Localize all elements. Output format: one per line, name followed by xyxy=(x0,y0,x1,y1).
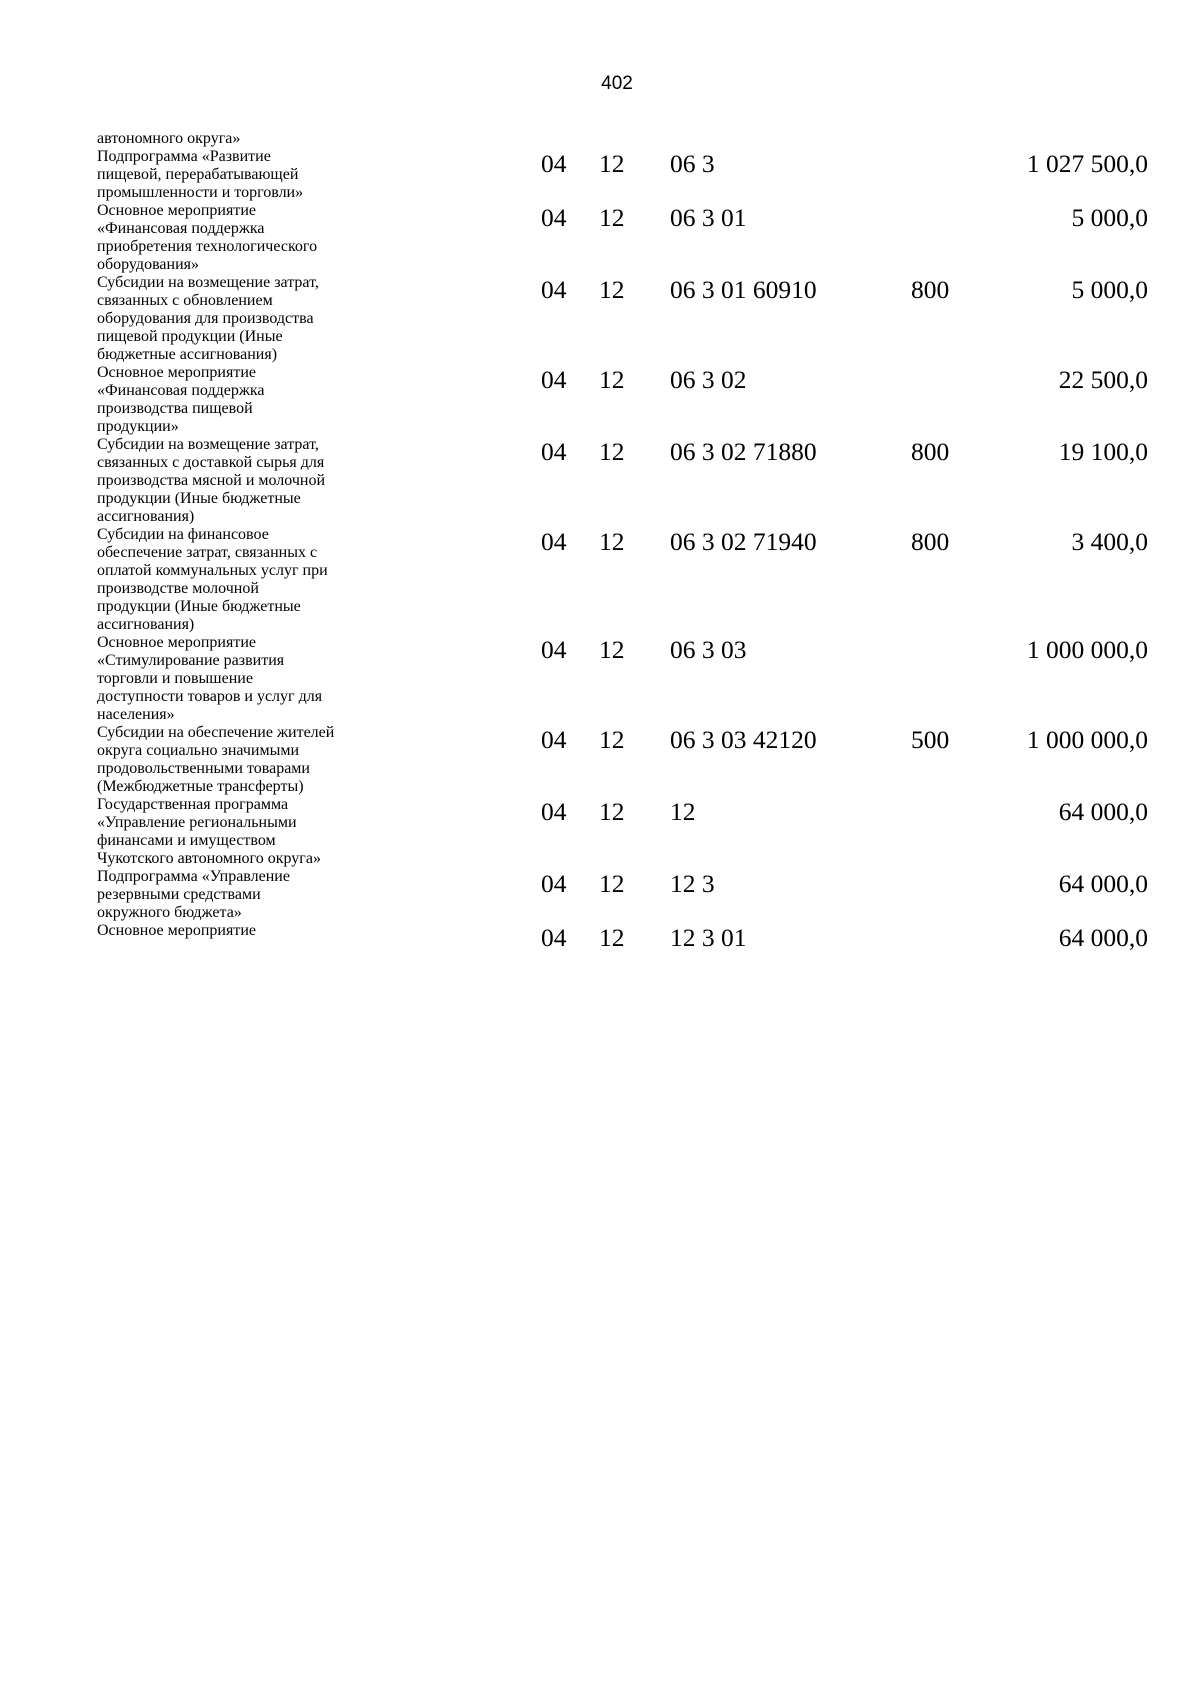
row-section: 04 xyxy=(541,149,567,178)
row-name-line: приобретения технологического xyxy=(97,238,318,255)
row-amount: 1 027 500,0 xyxy=(1026,149,1148,178)
row-name-line: доступности товаров и услуг для xyxy=(97,688,323,705)
row-name-line: производства пищевой xyxy=(97,400,253,417)
row-name-line: Подпрограмма «Развитие xyxy=(97,148,271,165)
row-name-line: продукции» xyxy=(97,418,179,435)
row-name-line: пищевой, перерабатывающей xyxy=(97,166,299,183)
row-target-code: 12 xyxy=(670,797,696,826)
row-subsection: 12 xyxy=(599,635,625,664)
table-row xyxy=(0,796,1200,868)
row-name xyxy=(97,796,527,868)
row-target-code: 06 3 01 60910 xyxy=(670,275,817,304)
row-name-line: окружного бюджета» xyxy=(97,904,242,921)
row-name xyxy=(97,148,527,202)
row-amount: 64 000,0 xyxy=(1058,869,1148,898)
row-amount: 1 000 000,0 xyxy=(1026,725,1148,754)
row-amount: 3 400,0 xyxy=(1071,527,1148,556)
row-name-line: «Финансовая поддержка xyxy=(97,382,265,399)
row-subsection: 12 xyxy=(599,527,625,556)
row-name xyxy=(97,274,527,364)
row-amount: 64 000,0 xyxy=(1058,923,1148,952)
row-name-line: оплатой коммунальных услуг при xyxy=(97,562,328,579)
row-expense-type: 800 xyxy=(911,275,950,304)
row-section: 04 xyxy=(541,527,567,556)
row-name-line: торговли и повышение xyxy=(97,670,253,687)
table-row xyxy=(0,868,1200,922)
row-name-line: «Стимулирование развития xyxy=(97,652,285,669)
table-row xyxy=(0,148,1200,202)
row-section: 04 xyxy=(541,923,567,952)
budget-table xyxy=(0,130,1200,952)
row-name xyxy=(97,526,527,634)
row-subsection: 12 xyxy=(599,149,625,178)
row-target-code: 06 3 03 42120 xyxy=(670,725,817,754)
row-name-line: оборудования» xyxy=(97,256,199,273)
row-name-line: Субсидии на обеспечение жителей xyxy=(97,724,335,741)
row-name-line: округа социально значимыми xyxy=(97,742,300,759)
row-section: 04 xyxy=(541,275,567,304)
row-subsection: 12 xyxy=(599,725,625,754)
row-name-line: промышленности и торговли» xyxy=(97,184,304,201)
row-target-code: 06 3 xyxy=(670,149,715,178)
row-section: 04 xyxy=(541,635,567,664)
row-name xyxy=(97,202,527,274)
table-row xyxy=(0,526,1200,634)
row-subsection: 12 xyxy=(599,365,625,394)
row-section: 04 xyxy=(541,725,567,754)
row-name xyxy=(97,724,527,796)
row-name-line: «Управление региональными xyxy=(97,814,297,831)
row-name-line: (Межбюджетные трансферты) xyxy=(97,778,304,795)
row-amount: 64 000,0 xyxy=(1058,797,1148,826)
row-name-line: производства мясной и молочной xyxy=(97,472,326,489)
row-name xyxy=(97,868,527,922)
row-name xyxy=(97,364,527,436)
row-subsection: 12 xyxy=(599,275,625,304)
table-row xyxy=(0,274,1200,364)
row-target-code: 12 3 xyxy=(670,869,715,898)
row-name-line: финансами и имуществом xyxy=(97,832,276,849)
row-name-line: резервными средствами xyxy=(97,886,261,903)
row-subsection: 12 xyxy=(599,869,625,898)
row-name-line: ассигнования) xyxy=(97,508,195,525)
row-section: 04 xyxy=(541,365,567,394)
row-name-line: связанных с обновлением xyxy=(97,292,273,309)
row-name-line: Основное мероприятие xyxy=(97,922,256,939)
table-row xyxy=(0,130,1200,148)
row-name xyxy=(97,130,527,148)
row-name-line: Основное мероприятие xyxy=(97,634,256,651)
row-name-line: автономного округа» xyxy=(97,130,241,147)
row-name xyxy=(97,922,527,940)
row-subsection: 12 xyxy=(599,437,625,466)
row-name-line: пищевой продукции (Иные xyxy=(97,328,283,345)
row-amount: 5 000,0 xyxy=(1071,275,1148,304)
row-section: 04 xyxy=(541,797,567,826)
row-target-code: 12 3 01 xyxy=(670,923,747,952)
row-name-line: Чукотского автономного округа» xyxy=(97,850,321,867)
row-expense-type: 800 xyxy=(911,437,950,466)
row-name-line: Подпрограмма «Управление xyxy=(97,868,290,885)
table-row xyxy=(0,724,1200,796)
row-name-line: продукции (Иные бюджетные xyxy=(97,490,301,507)
row-name-line: продукции (Иные бюджетные xyxy=(97,598,301,615)
row-subsection: 12 xyxy=(599,797,625,826)
table-row xyxy=(0,202,1200,274)
row-name-line: «Финансовая поддержка xyxy=(97,220,265,237)
row-expense-type: 500 xyxy=(911,725,950,754)
row-name-line: бюджетные ассигнования) xyxy=(97,346,278,363)
row-name-line: Основное мероприятие xyxy=(97,202,256,219)
row-target-code: 06 3 03 xyxy=(670,635,747,664)
table-row xyxy=(0,634,1200,724)
row-target-code: 06 3 02 71880 xyxy=(670,437,817,466)
row-section: 04 xyxy=(541,437,567,466)
table-row xyxy=(0,364,1200,436)
row-name-line: населения» xyxy=(97,706,175,723)
row-section: 04 xyxy=(541,203,567,232)
row-name-line: Основное мероприятие xyxy=(97,364,256,381)
row-name-line: оборудования для производства xyxy=(97,310,314,327)
row-subsection: 12 xyxy=(599,923,625,952)
row-target-code: 06 3 02 xyxy=(670,365,747,394)
row-name-line: Субсидии на возмещение затрат, xyxy=(97,436,319,453)
row-section: 04 xyxy=(541,869,567,898)
row-target-code: 06 3 01 xyxy=(670,203,747,232)
page-number: 402 xyxy=(601,73,633,94)
row-name-line: производстве молочной xyxy=(97,580,259,597)
row-name-line: ассигнования) xyxy=(97,616,195,633)
row-name xyxy=(97,634,527,724)
row-name-line: Субсидии на финансовое xyxy=(97,526,269,543)
row-amount: 1 000 000,0 xyxy=(1026,635,1148,664)
row-name-line: связанных с доставкой сырья для xyxy=(97,454,325,471)
row-name-line: Субсидии на возмещение затрат, xyxy=(97,274,319,291)
row-target-code: 06 3 02 71940 xyxy=(670,527,817,556)
row-name xyxy=(97,436,527,526)
row-amount: 19 100,0 xyxy=(1058,437,1148,466)
row-amount: 5 000,0 xyxy=(1071,203,1148,232)
row-name-line: Государственная программа xyxy=(97,796,289,813)
row-name-line: обеспечение затрат, связанных с xyxy=(97,544,318,561)
table-row xyxy=(0,922,1200,952)
table-row xyxy=(0,436,1200,526)
row-amount: 22 500,0 xyxy=(1058,365,1148,394)
row-name-line: продовольственными товарами xyxy=(97,760,310,777)
row-subsection: 12 xyxy=(599,203,625,232)
row-expense-type: 800 xyxy=(911,527,950,556)
